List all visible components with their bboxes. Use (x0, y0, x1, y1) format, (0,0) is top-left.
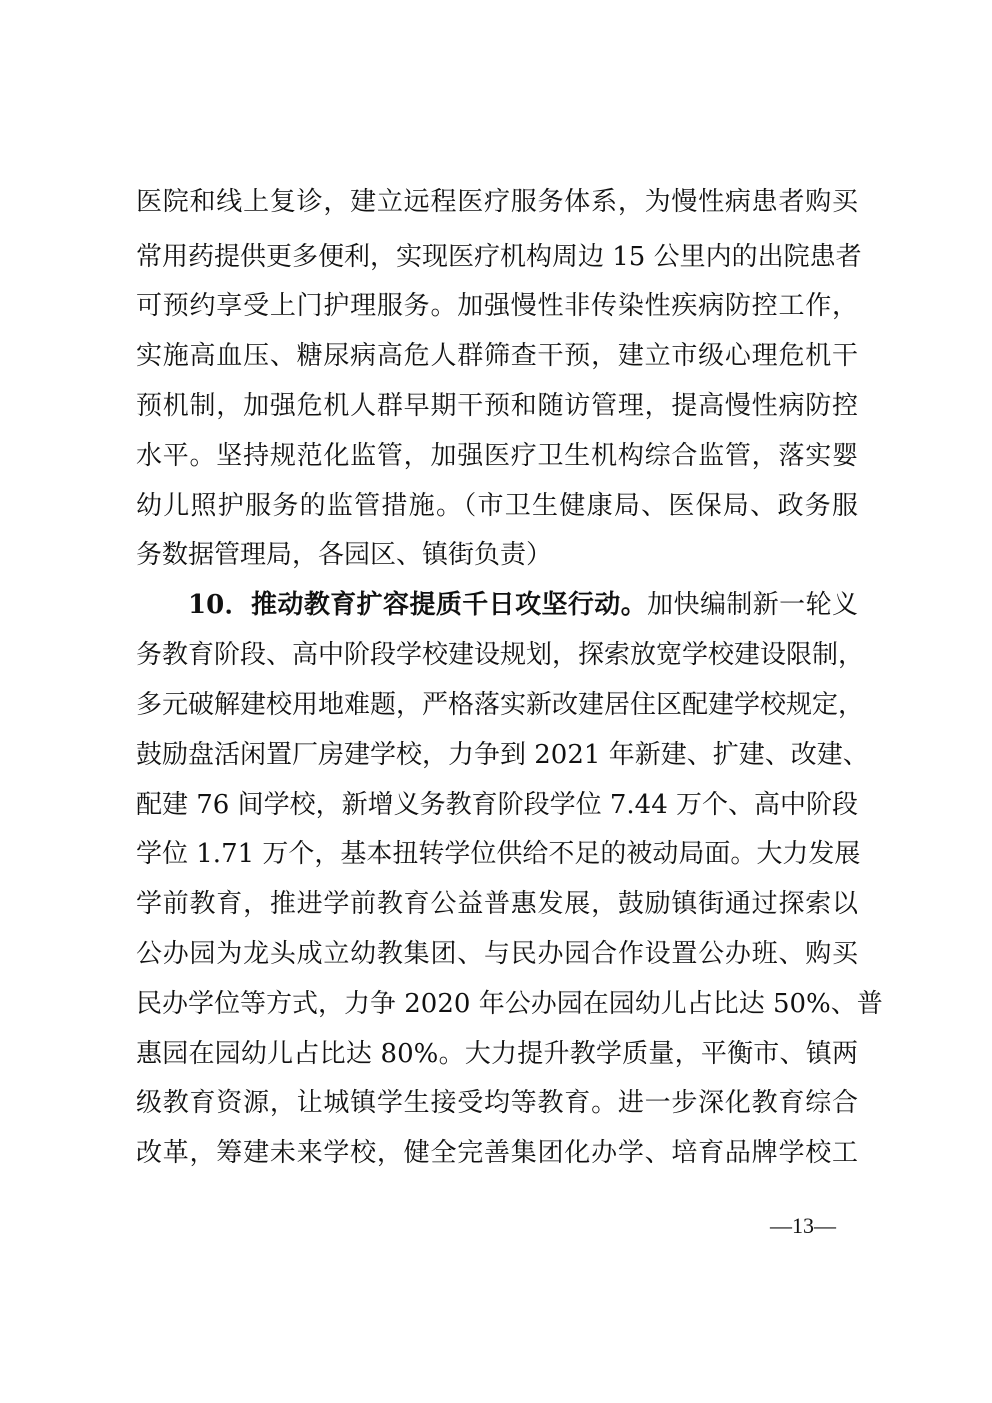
body-text-line: 学位 1.71 万个，基本扭转学位供给不足的被动局面。大力发展 (136, 839, 861, 869)
body-text-line: 常用药提供更多便利，实现医疗机构周边 15 公里内的出院患者 (136, 242, 862, 272)
body-text-line: 惠园在园幼儿占比达 80%。大力提升教学质量，平衡市、镇两 (136, 1039, 858, 1069)
body-text-line: 民办学位等方式，力争 2020 年公办园在园幼儿占比达 50%、普 (136, 989, 883, 1019)
body-text-line: 医院和线上复诊，建立远程医疗服务体系，为慢性病患者购买 (136, 187, 858, 217)
body-text-line: 鼓励盘活闲置厂房建学校，力争到 2021 年新建、扩建、改建、 (136, 740, 869, 770)
section-heading: 10．推动教育扩容提质千日攻坚行动。 (188, 590, 648, 620)
body-text-line: 务教育阶段、高中阶段学校建设规划，探索放宽学校建设限制， (136, 640, 865, 670)
section-first-line (188, 588, 858, 622)
body-text-line: 学前教育，推进学前教育公益普惠发展，鼓励镇街通过探索以 (136, 889, 858, 919)
body-text-line: 务数据管理局，各园区、镇街负责） (136, 540, 553, 570)
body-text-line: 级教育资源，让城镇学生接受均等教育。进一步深化教育综合 (136, 1088, 858, 1118)
body-text-line: 可预约享受上门护理服务。加强慢性非传染性疾病防控工作， (136, 291, 858, 321)
page-number: —13— (770, 1213, 836, 1238)
body-text-line: 幼儿照护服务的监管措施。（市卫生健康局、医保局、政务服 (136, 491, 858, 521)
body-text-line: 多元破解建校用地难题，严格落实新改建居住区配建学校规定， (136, 690, 865, 720)
body-text-line: 实施高血压、糖尿病高危人群筛查干预，建立市级心理危机干 (136, 341, 858, 371)
body-text-line: 水平。坚持规范化监管，加强医疗卫生机构综合监管，落实婴 (136, 441, 858, 471)
section-first-line-text: 加快编制新一轮义 (647, 590, 858, 620)
body-text-line: 预机制，加强危机人群早期干预和随访管理，提高慢性病防控 (136, 391, 858, 421)
body-text-line: 改革，筹建未来学校，健全完善集团化办学、培育品牌学校工 (136, 1138, 858, 1168)
body-text-line: 公办园为龙头成立幼教集团、与民办园合作设置公办班、购买 (136, 939, 858, 969)
body-text-line: 配建 76 间学校，新增义务教育阶段学位 7.44 万个、高中阶段 (136, 790, 859, 820)
